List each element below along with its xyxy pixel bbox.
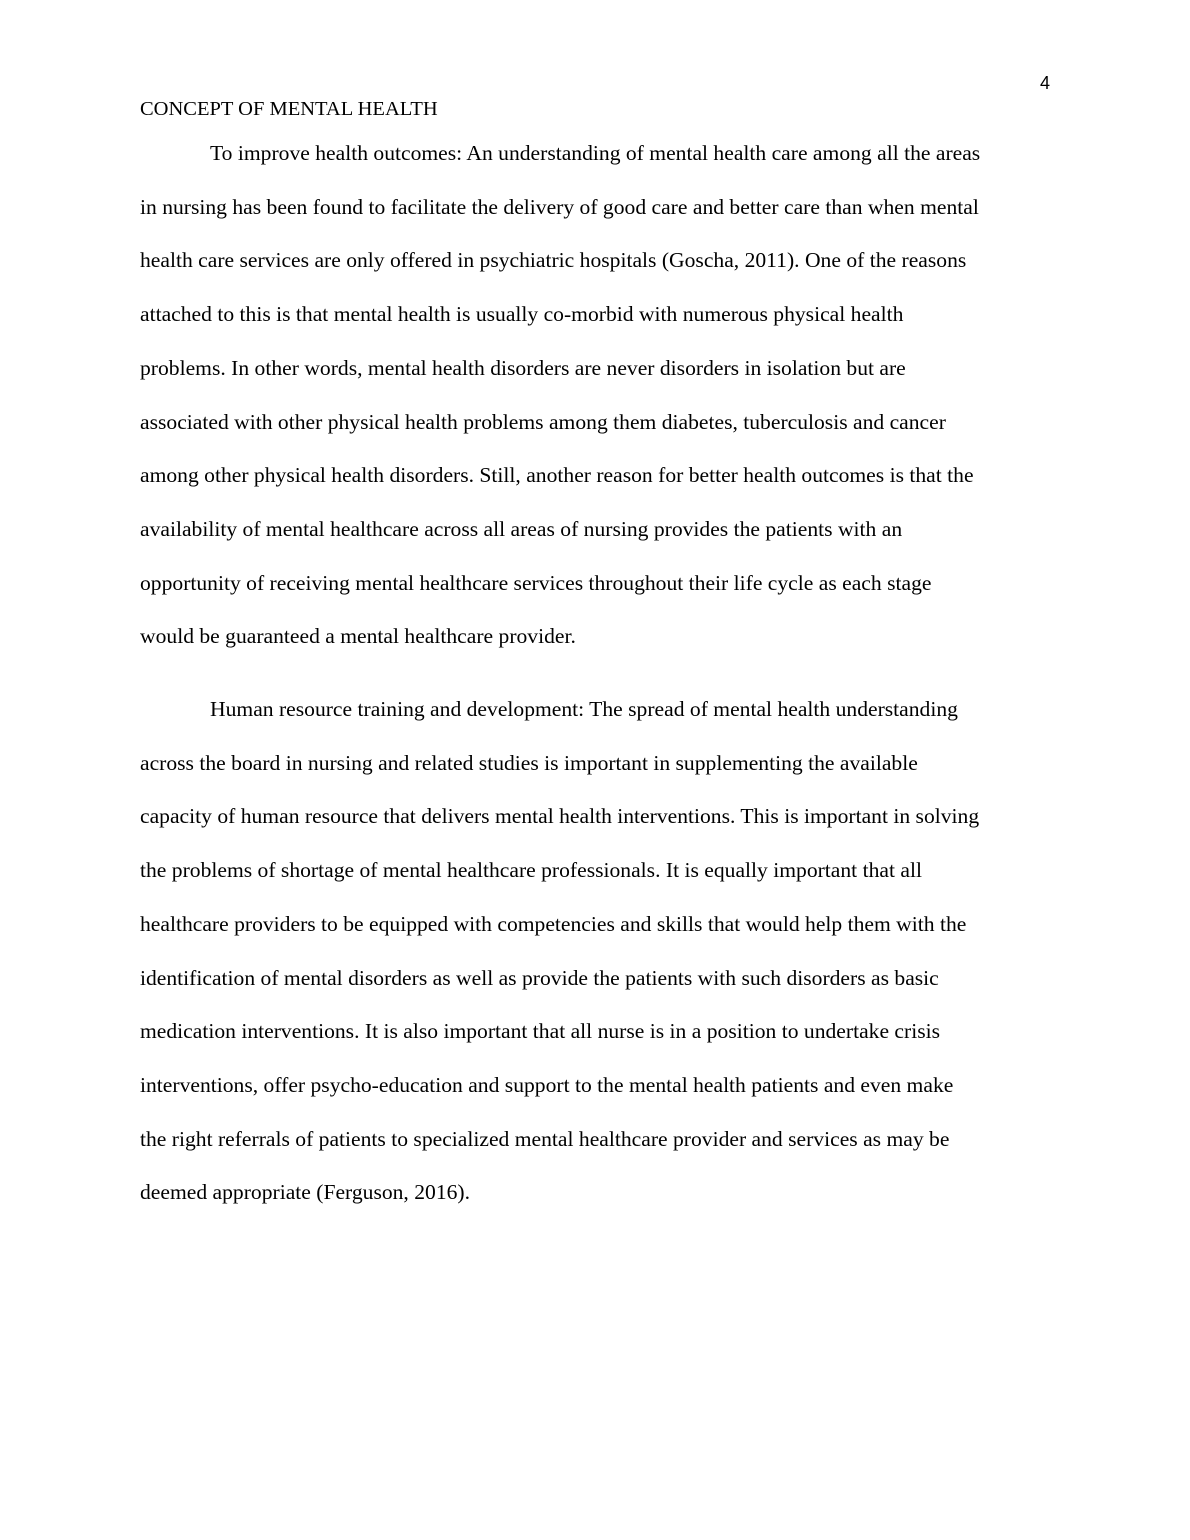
paragraph-line: deemed appropriate (Ferguson, 2016). — [140, 1180, 471, 1205]
paragraph-human-resource — [140, 683, 1048, 1220]
paragraph-health-outcomes — [140, 127, 1048, 664]
paragraph-line: across the board in nursing and related studies is important in supplementing the available — [140, 750, 918, 775]
paragraph-line: problems. In other words, mental health disorders are never disorders in isolation but are — [140, 355, 906, 380]
paragraph-line: Human resource training and development: The spread of mental health understanding — [210, 697, 958, 721]
paragraph-line: the problems of shortage of mental healthcare professionals. It is equally important that all — [140, 858, 922, 883]
running-head: CONCEPT OF MENTAL HEALTH — [140, 98, 438, 120]
paragraph-line: interventions, offer psycho-education and support to the mental health patients and even make — [140, 1072, 954, 1097]
paragraph-line: To improve health outcomes: An understanding of mental health care among all the areas — [210, 141, 981, 165]
paragraph-line: associated with other physical health problems among them diabetes, tuberculosis and cancer — [140, 409, 946, 434]
paragraph-line: in nursing has been found to facilitate the delivery of good care and better care than when mental — [140, 194, 979, 219]
paragraph-line: health care services are only offered in psychiatric hospitals (Goscha, 2011). One of the reasons — [140, 248, 967, 273]
paragraph-line: capacity of human resource that delivers mental health interventions. This is important in solving — [140, 804, 980, 829]
paragraph-line: opportunity of receiving mental healthcare services throughout their life cycle as each stage — [140, 570, 932, 595]
paragraph-line: would be guaranteed a mental healthcare provider. — [140, 624, 576, 649]
paragraph-line: among other physical health disorders. Still, another reason for better health outcomes is that the — [140, 463, 974, 488]
paragraph-line: identification of mental disorders as well as provide the patients with such disorders as basic — [140, 965, 939, 990]
page-number: 4 — [1039, 73, 1050, 93]
paragraph-line: healthcare providers to be equipped with competencies and skills that would help them with the — [140, 911, 967, 936]
paragraph-line: availability of mental healthcare across all areas of nursing provides the patients with an — [140, 516, 903, 541]
paragraph-line: the right referrals of patients to specialized mental healthcare provider and services as may be — [140, 1126, 950, 1151]
paragraph-line: attached to this is that mental health is usually co-morbid with numerous physical health — [140, 302, 904, 327]
paragraph-line: medication interventions. It is also important that all nurse is in a position to undertake crisis — [140, 1019, 941, 1044]
